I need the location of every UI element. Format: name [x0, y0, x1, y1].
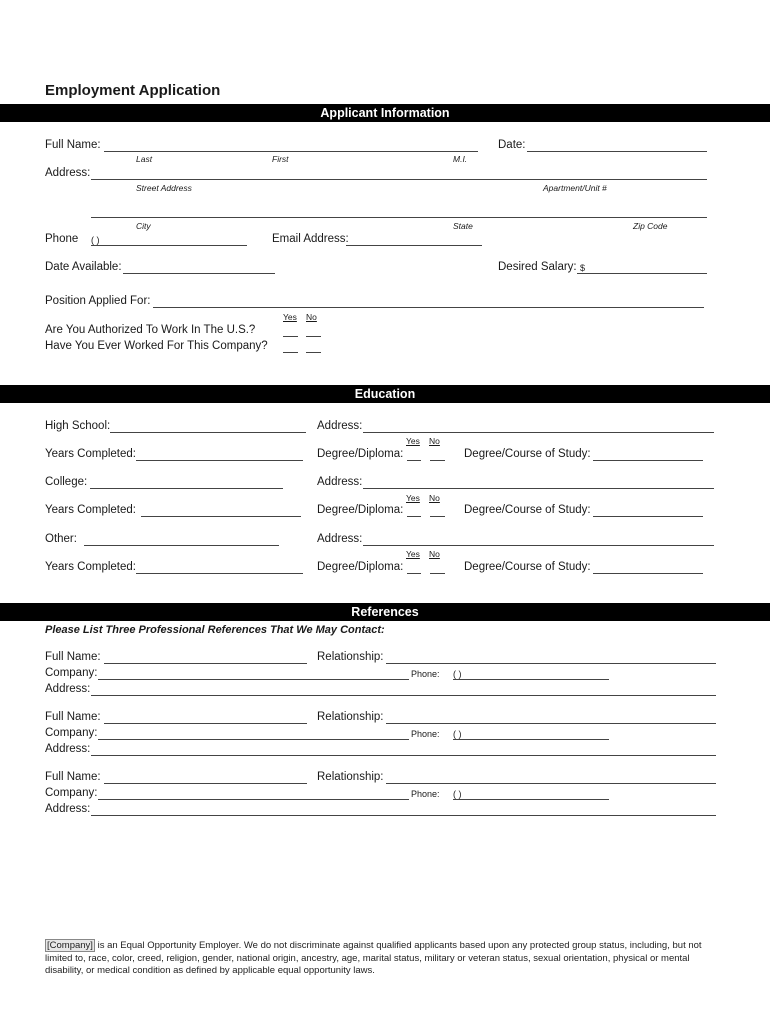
ref-full-name-field[interactable] [104, 663, 307, 664]
ref-phone-field[interactable] [453, 739, 609, 740]
ref-relationship-label: Relationship: [317, 651, 384, 663]
phone-label: Phone [45, 233, 79, 245]
full-name-field[interactable] [104, 151, 478, 152]
school-address-field[interactable] [363, 488, 714, 489]
email-field[interactable] [346, 245, 482, 246]
apt-caption: Apartment/Unit # [543, 183, 607, 193]
school-field[interactable] [90, 488, 283, 489]
city-caption: City [136, 221, 151, 231]
school-field[interactable] [84, 545, 279, 546]
ref-relationship-label: Relationship: [317, 771, 384, 783]
school-label: High School: [45, 420, 111, 432]
years-completed-label: Years Completed: [45, 561, 136, 573]
city-state-zip-field[interactable] [91, 217, 707, 218]
school-address-field[interactable] [363, 432, 714, 433]
diploma-yes[interactable] [407, 460, 421, 461]
ref-company-field[interactable] [98, 739, 409, 740]
school-address-label: Address: [317, 476, 363, 488]
eeo-text: is an Equal Opportunity Employer. We do not discriminate against qualified applicants based upon any protected group status, including, but not limited to, race, color, creed, religion, gender, national origin, ancestry, age, marital status, military or veteran status, sexual orientation, physical or mental disability, or medical condition as defined by applicable equal opportunity laws. [45, 940, 702, 976]
ref-relationship-label: Relationship: [317, 711, 384, 723]
school-field[interactable] [110, 432, 306, 433]
diploma-label: Degree/Diploma: [317, 504, 404, 516]
school-label: College: [45, 476, 88, 488]
date-available-field[interactable] [123, 273, 275, 274]
ref-company-field[interactable] [98, 679, 409, 680]
years-completed-field[interactable] [136, 460, 303, 461]
ref-phone-area-code: ( ) [453, 669, 462, 679]
diploma-yes[interactable] [407, 516, 421, 517]
page-title: Employment Application [45, 82, 221, 99]
eeo-statement [45, 940, 725, 978]
school-address-label: Address: [317, 533, 363, 545]
ref-full-name-label: Full Name: [45, 711, 101, 723]
full-name-label: Full Name: [45, 139, 101, 151]
diploma-label: Degree/Diploma: [317, 561, 404, 573]
ref-phone-area-code: ( ) [453, 729, 462, 739]
section-header-education: Education [0, 385, 770, 403]
ref-address-field[interactable] [91, 755, 716, 756]
worked-before-no[interactable] [306, 352, 321, 353]
first-caption: First [272, 154, 289, 164]
desired-salary-label: Desired Salary: [498, 261, 577, 273]
ref-company-label: Company: [45, 787, 98, 799]
date-available-label: Date Available: [45, 261, 122, 273]
course-label: Degree/Course of Study: [464, 561, 591, 573]
course-field[interactable] [593, 460, 703, 461]
school-label: Other: [45, 533, 77, 545]
yes-header: Yes [283, 312, 297, 322]
street-address-field[interactable] [91, 179, 707, 180]
email-label: Email Address: [272, 233, 349, 245]
years-completed-field[interactable] [141, 516, 301, 517]
course-label: Degree/Course of Study: [464, 448, 591, 460]
company-placeholder: [Company] [47, 940, 93, 951]
ref-phone-label: Phone: [411, 669, 440, 679]
ref-address-field[interactable] [91, 695, 716, 696]
date-label: Date: [498, 139, 526, 151]
ref-phone-label: Phone: [411, 789, 440, 799]
ref-address-field[interactable] [91, 815, 716, 816]
mi-caption: M.I. [453, 154, 468, 164]
ref-address-label: Address: [45, 743, 91, 755]
no-header: No [306, 312, 317, 322]
phone-area-code: ( ) [91, 235, 100, 245]
ref-phone-field[interactable] [453, 799, 609, 800]
ref-full-name-label: Full Name: [45, 771, 101, 783]
section-header-applicant: Applicant Information [0, 104, 770, 122]
diploma-no[interactable] [430, 460, 445, 461]
authorized-no[interactable] [306, 336, 321, 337]
yes-header: Yes [406, 436, 420, 446]
course-label: Degree/Course of Study: [464, 504, 591, 516]
no-header: No [429, 436, 440, 446]
diploma-no[interactable] [430, 573, 445, 574]
dollar-sign: $ [580, 263, 586, 273]
section-header-references: References [0, 603, 770, 621]
years-completed-label: Years Completed: [45, 504, 136, 516]
state-caption: State [453, 221, 473, 231]
desired-salary-field[interactable] [577, 273, 707, 274]
phone-field[interactable] [91, 245, 247, 246]
street-caption: Street Address [136, 183, 192, 193]
years-completed-field[interactable] [136, 573, 303, 574]
position-field[interactable] [153, 307, 704, 308]
ref-company-label: Company: [45, 727, 98, 739]
ref-address-label: Address: [45, 683, 91, 695]
diploma-no[interactable] [430, 516, 445, 517]
years-completed-label: Years Completed: [45, 448, 136, 460]
ref-relationship-field[interactable] [386, 723, 716, 724]
last-caption: Last [136, 154, 153, 164]
school-address-field[interactable] [363, 545, 714, 546]
yes-header: Yes [406, 493, 420, 503]
course-field[interactable] [593, 516, 703, 517]
zip-caption: Zip Code [633, 221, 668, 231]
references-intro: Please List Three Professional References That We May Contact: [45, 624, 385, 636]
ref-phone-field[interactable] [453, 679, 609, 680]
ref-company-label: Company: [45, 667, 98, 679]
course-field[interactable] [593, 573, 703, 574]
ref-full-name-label: Full Name: [45, 651, 101, 663]
worked-before-yes[interactable] [283, 352, 298, 353]
ref-full-name-field[interactable] [104, 723, 307, 724]
yes-header: Yes [406, 549, 420, 559]
ref-full-name-field[interactable] [104, 783, 307, 784]
ref-company-field[interactable] [98, 799, 409, 800]
ref-relationship-field[interactable] [386, 783, 716, 784]
diploma-yes[interactable] [407, 573, 421, 574]
school-address-label: Address: [317, 420, 363, 432]
ref-relationship-field[interactable] [386, 663, 716, 664]
date-field[interactable] [527, 151, 707, 152]
worked-before-question: Have You Ever Worked For This Company? [45, 340, 268, 352]
no-header: No [429, 549, 440, 559]
position-label: Position Applied For: [45, 295, 151, 307]
ref-phone-label: Phone: [411, 729, 440, 739]
diploma-label: Degree/Diploma: [317, 448, 404, 460]
ref-phone-area-code: ( ) [453, 789, 462, 799]
address-label: Address: [45, 167, 91, 179]
authorized-question: Are You Authorized To Work In The U.S.? [45, 324, 256, 336]
ref-address-label: Address: [45, 803, 91, 815]
no-header: No [429, 493, 440, 503]
authorized-yes[interactable] [283, 336, 298, 337]
